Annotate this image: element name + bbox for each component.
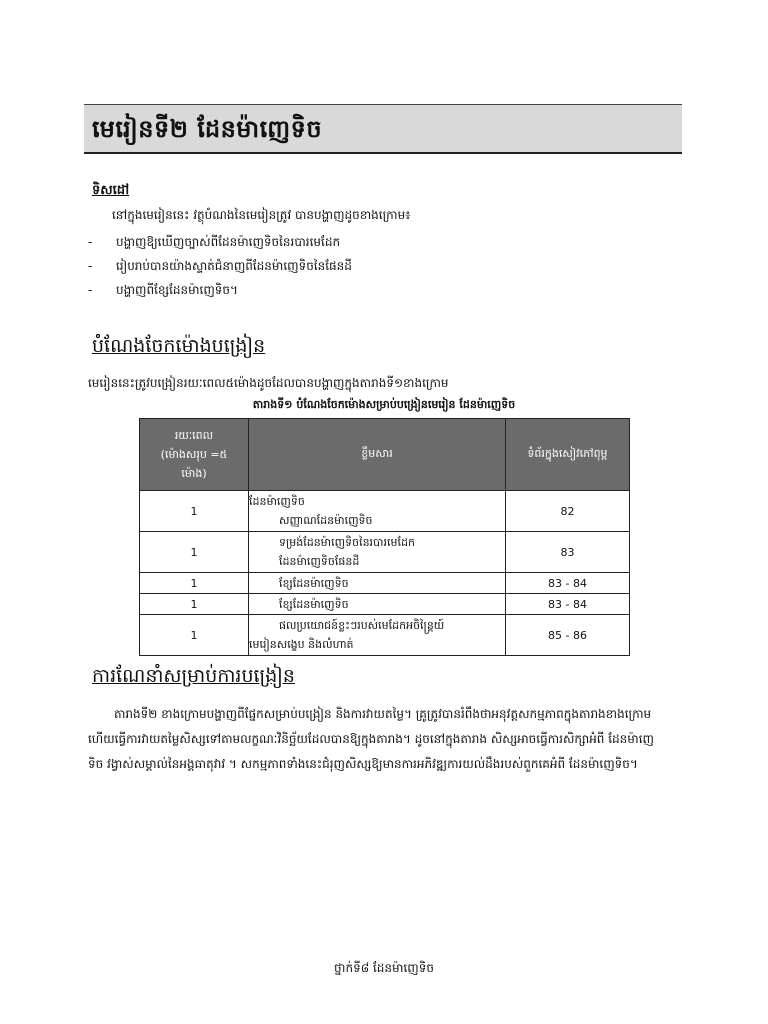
guidance-line: តារាងទី២ ខាងក្រោមបង្ហាញពីផ្នែកសម្រាប់បង្រៀន និងការវាយតម្លៃ។ គ្រូត្រូវបានរំពឹងថាអនុវត្តសកម្មភាពក្នុងតារាងខាងក្រោម [114,707,652,721]
cell-hours: 1 [140,594,249,615]
cell-content [249,615,506,656]
header-page: ទំព័រក្នុងសៀវភៅពុម្ព [506,419,630,491]
content-line: ទម្រង់ដែនម៉ាញេទិចនៃរបារមេដែក [279,536,415,549]
allocation-heading: បំណែងចែកម៉ោងបង្រៀន [92,335,266,357]
bullet-dash: - [88,283,93,297]
bullet-dash: - [88,259,93,273]
content-subline: សញ្ញាណដែនម៉ាញេទិច [279,514,373,527]
cell-page: 83 - 84 [506,594,630,615]
table-row [140,615,630,656]
bullet-text: រៀបរាប់បានយ៉ាងស្ទាត់ជំនាញពីដែនម៉ាញេទិចនៃផែនដី [116,259,352,273]
table-header-row [140,419,630,491]
cell-page: 83 [506,532,630,573]
cell-content [249,573,506,594]
lesson-title: មេរៀនទី២ ដែនម៉ាញេទិច [92,115,323,143]
header-duration-line: ម៉ោង) [181,467,207,480]
table-caption: តារាងទី១ បំណែងចែកម៉ោងសម្រាប់បង្រៀនមេរៀន ដែនម៉ាញេទិច [252,398,516,411]
guidance-paragraph [88,702,688,777]
guidance-line: ហើយធ្វើការវាយតម្លៃសិស្សទៅតាមលក្ខណៈវិនិច្ឆ័យដែលបានឱ្យក្នុងតារាង។ ដូចនៅក្នុងតារាង សិស្សអាចធ្វើការសិក្សាអំពី ដែនម៉ាញេ [88,732,654,746]
content-line: ខ្សែដែនម៉ាញេទិច [279,576,349,590]
objective-bullet [88,258,352,276]
page-footer: ថ្នាក់ទី៨ ដែនម៉ាញេទិច [334,961,434,975]
time-allocation-table [139,418,630,656]
objectives-heading: ទិសដៅ [92,183,130,198]
bullet-text: បង្ហាញពីខ្សែដែនម៉ាញេទិច។ [116,283,238,297]
content-line: ផលប្រយោជន៍ខ្លះៗរបស់មេដែកអចិន្ត្រៃយ៍ [279,619,445,632]
table-row [140,491,630,532]
cell-hours: 1 [140,491,249,532]
content-subline: ដែនម៉ាញេទិចផែនដី [279,555,360,568]
table-row [140,573,630,594]
cell-hours: 1 [140,615,249,656]
cell-page: 85 - 86 [506,615,630,656]
header-content: ខ្លឹមសារ [249,419,506,491]
cell-hours: 1 [140,573,249,594]
objective-bullet [88,282,238,300]
content-line: ខ្សែដែនម៉ាញេទិច [279,597,349,611]
cell-page: 83 - 84 [506,573,630,594]
cell-content [249,532,506,573]
header-duration [140,419,249,491]
table-row [140,594,630,615]
bullet-dash: - [88,235,93,249]
cell-content [249,594,506,615]
allocation-paragraph: មេរៀននេះត្រូវបង្រៀនរយៈពេល៥ម៉ោងដូចដែលបានបង្ហាញក្នុងតារាងទី១ខាងក្រោម [88,376,449,390]
lesson-title-bar [84,104,682,154]
cell-page: 82 [506,491,630,532]
guidance-line: ទិច វង្វាស់សម្គាល់នៃអង្គធាតុវាវ ។ សកម្មភាពទាំងនេះជំរុញសិស្សឱ្យមានការអភិវឌ្ឍការយល់ដឹងរបស់ពួកគេអំពី ដែនម៉ាញេទិច។ [88,757,638,771]
objective-bullet [88,234,340,252]
cell-hours: 1 [140,532,249,573]
table-row [140,532,630,573]
objectives-intro: នៅក្នុងមេរៀននេះ វត្ថុបំណងនៃមេរៀនត្រូវ បានបង្ហាញដូចខាងក្រោម៖ [112,208,411,222]
cell-content [249,491,506,532]
header-duration-line: រយៈពេល [174,429,214,442]
header-duration-line: (ម៉ោងសរុប =៥ [160,448,228,461]
content-subline: មេរៀនសង្ខេប និងលំហាត់ [249,638,354,651]
bullet-text: បង្ហាញឱ្យឃើញច្បាស់ពីដែនម៉ាញេទិចនៃរបារមេដែក [116,235,341,249]
guidance-heading: ការណែនាំសម្រាប់ការបង្រៀន [92,665,295,687]
content-line: ដែនម៉ាញេទិច [249,495,305,508]
